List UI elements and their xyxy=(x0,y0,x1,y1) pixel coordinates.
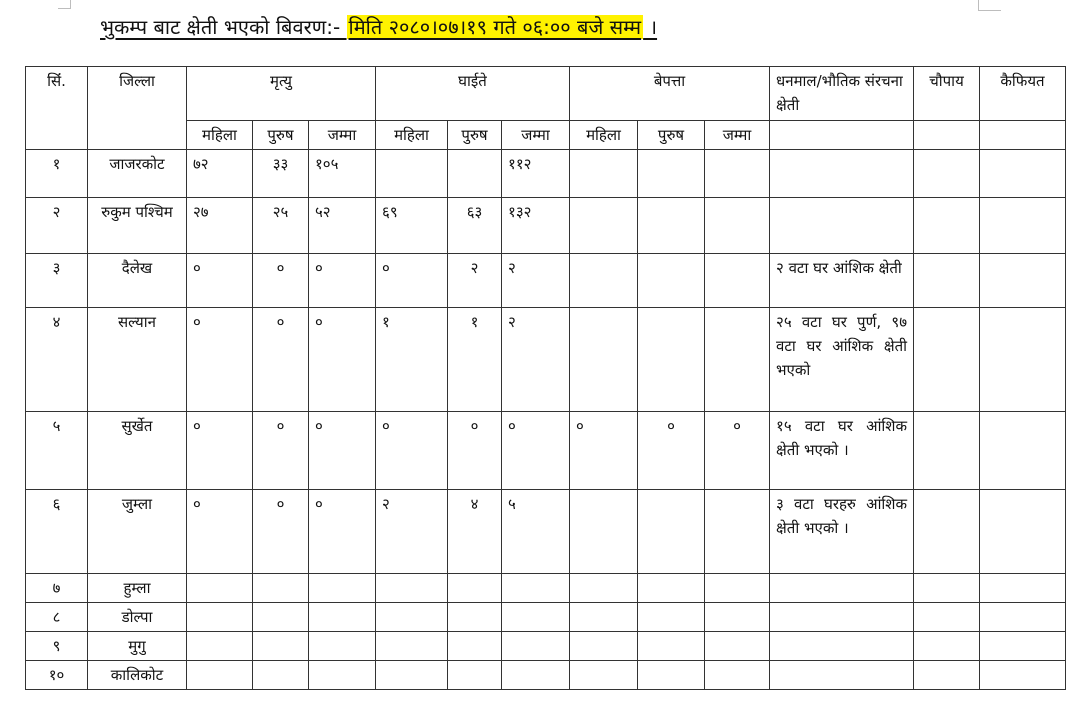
serial-cell: २ xyxy=(26,198,88,254)
missing-female-cell xyxy=(570,603,638,632)
injured-male-cell: १ xyxy=(448,308,502,412)
missing-male-cell xyxy=(638,150,705,198)
injured-male-cell xyxy=(448,661,502,690)
header-missing-female: महिला xyxy=(570,121,638,150)
missing-total-cell xyxy=(705,574,770,603)
serial-cell: १० xyxy=(26,661,88,690)
injured-female-cell xyxy=(376,632,448,661)
remarks-cell xyxy=(980,150,1066,198)
serial-cell: १ xyxy=(26,150,88,198)
injured-total-cell xyxy=(502,574,570,603)
missing-male-cell: ० xyxy=(638,412,705,490)
deaths-male-cell: ० xyxy=(253,490,309,574)
header-remarks: कैफियत xyxy=(980,67,1066,121)
injured-total-cell xyxy=(502,603,570,632)
deaths-male-cell: ० xyxy=(253,308,309,412)
deaths-female-cell: ७२ xyxy=(187,150,253,198)
table-row xyxy=(26,198,1066,254)
missing-female-cell xyxy=(570,661,638,690)
deaths-male-cell: २५ xyxy=(253,198,309,254)
damage-cell: २५ वटा घर पुर्ण, ९७ वटा घर आंशिक क्षेती भएको xyxy=(770,308,914,412)
damage-cell xyxy=(770,603,914,632)
deaths-male-cell xyxy=(253,661,309,690)
injured-total-cell: ५ xyxy=(502,490,570,574)
header-deaths-female: महिला xyxy=(187,121,253,150)
livestock-cell xyxy=(914,254,980,308)
deaths-female-cell: ० xyxy=(187,490,253,574)
district-cell: डोल्पा xyxy=(88,603,187,632)
livestock-cell xyxy=(914,603,980,632)
injured-total-cell: २ xyxy=(502,254,570,308)
missing-male-cell xyxy=(638,661,705,690)
header-injured-male: पुरुष xyxy=(448,121,502,150)
deaths-total-cell: ० xyxy=(309,490,376,574)
damage-cell: २ वटा घर आंशिक क्षेती xyxy=(770,254,914,308)
deaths-total-cell xyxy=(309,661,376,690)
remarks-cell xyxy=(980,574,1066,603)
injured-male-cell xyxy=(448,150,502,198)
header-damage: धनमाल/भौतिक संरचना क्षेती xyxy=(770,67,914,121)
injured-male-cell xyxy=(448,632,502,661)
district-cell: रुकुम पश्चिम xyxy=(88,198,187,254)
deaths-total-cell: ० xyxy=(309,254,376,308)
missing-total-cell: ० xyxy=(705,412,770,490)
header-livestock: चौपाय xyxy=(914,67,980,121)
deaths-male-cell xyxy=(253,574,309,603)
missing-male-cell xyxy=(638,254,705,308)
missing-total-cell xyxy=(705,632,770,661)
remarks-cell xyxy=(980,490,1066,574)
missing-total-cell xyxy=(705,661,770,690)
damage-cell: ३ वटा घरहरु आंशिक क्षेती भएको । xyxy=(770,490,914,574)
table-row xyxy=(26,412,1066,490)
injured-total-cell xyxy=(502,632,570,661)
injured-male-cell xyxy=(448,574,502,603)
missing-male-cell xyxy=(638,632,705,661)
table-row xyxy=(26,254,1066,308)
header-injured: घाईते xyxy=(376,67,570,121)
serial-cell: ९ xyxy=(26,632,88,661)
missing-total-cell xyxy=(705,150,770,198)
deaths-male-cell xyxy=(253,632,309,661)
title-date-highlight: मिति २०८०।०७।१९ गते ०६:०० बजे सम्म xyxy=(348,15,642,39)
deaths-female-cell xyxy=(187,603,253,632)
deaths-female-cell: ० xyxy=(187,254,253,308)
injured-male-cell xyxy=(448,603,502,632)
serial-cell: ६ xyxy=(26,490,88,574)
missing-female-cell xyxy=(570,632,638,661)
livestock-cell xyxy=(914,574,980,603)
serial-cell: ३ xyxy=(26,254,88,308)
damage-table xyxy=(25,66,1066,690)
damage-cell xyxy=(770,574,914,603)
injured-female-cell xyxy=(376,661,448,690)
livestock-cell xyxy=(914,632,980,661)
injured-female-cell: ० xyxy=(376,412,448,490)
table-row xyxy=(26,632,1066,661)
serial-cell: ५ xyxy=(26,412,88,490)
livestock-cell xyxy=(914,308,980,412)
crop-mark-left xyxy=(58,0,71,9)
header-deaths: मृत्यु xyxy=(187,67,376,121)
missing-male-cell xyxy=(638,198,705,254)
injured-male-cell: ० xyxy=(448,412,502,490)
damage-cell xyxy=(770,198,914,254)
missing-total-cell xyxy=(705,308,770,412)
missing-total-cell xyxy=(705,198,770,254)
header-remarks-sub xyxy=(980,121,1066,150)
damage-cell xyxy=(770,661,914,690)
deaths-total-cell: १०५ xyxy=(309,150,376,198)
damage-cell xyxy=(770,632,914,661)
remarks-cell xyxy=(980,198,1066,254)
serial-cell: ८ xyxy=(26,603,88,632)
deaths-total-cell xyxy=(309,603,376,632)
header-deaths-total: जम्मा xyxy=(309,121,376,150)
table-row xyxy=(26,490,1066,574)
district-cell: दैलेख xyxy=(88,254,187,308)
missing-total-cell xyxy=(705,254,770,308)
serial-cell: ४ xyxy=(26,308,88,412)
header-district: जिल्ला xyxy=(88,67,187,150)
title-main: भुकम्प बाट क्षेती भएको बिवरण:- xyxy=(100,15,347,39)
crop-mark-right xyxy=(978,0,1001,11)
deaths-total-cell: ० xyxy=(309,308,376,412)
missing-male-cell xyxy=(638,603,705,632)
header-damage-sub xyxy=(770,121,914,150)
remarks-cell xyxy=(980,661,1066,690)
injured-total-cell: २ xyxy=(502,308,570,412)
missing-total-cell xyxy=(705,603,770,632)
missing-female-cell xyxy=(570,574,638,603)
injured-male-cell: ६३ xyxy=(448,198,502,254)
remarks-cell xyxy=(980,412,1066,490)
deaths-male-cell: ३३ xyxy=(253,150,309,198)
district-cell: जुम्ला xyxy=(88,490,187,574)
deaths-total-cell xyxy=(309,574,376,603)
injured-female-cell: २ xyxy=(376,490,448,574)
district-cell: जाजरकोट xyxy=(88,150,187,198)
livestock-cell xyxy=(914,661,980,690)
missing-female-cell xyxy=(570,150,638,198)
injured-total-cell: ११२ xyxy=(502,150,570,198)
remarks-cell xyxy=(980,254,1066,308)
livestock-cell xyxy=(914,198,980,254)
header-livestock-sub xyxy=(914,121,980,150)
injured-total-cell: ० xyxy=(502,412,570,490)
missing-female-cell: ० xyxy=(570,412,638,490)
table-row xyxy=(26,661,1066,690)
header-missing-male: पुरुष xyxy=(638,121,705,150)
injured-male-cell: २ xyxy=(448,254,502,308)
remarks-cell xyxy=(980,632,1066,661)
header-missing: बेपत्ता xyxy=(570,67,770,121)
missing-female-cell xyxy=(570,198,638,254)
missing-male-cell xyxy=(638,490,705,574)
serial-cell: ७ xyxy=(26,574,88,603)
injured-female-cell: १ xyxy=(376,308,448,412)
injured-female-cell: ० xyxy=(376,254,448,308)
header-injured-total: जम्मा xyxy=(502,121,570,150)
title-end: । xyxy=(643,15,658,39)
header-row-1 xyxy=(26,67,1066,121)
remarks-cell xyxy=(980,308,1066,412)
deaths-total-cell: ० xyxy=(309,412,376,490)
missing-female-cell xyxy=(570,308,638,412)
table-row xyxy=(26,574,1066,603)
missing-female-cell xyxy=(570,490,638,574)
deaths-total-cell: ५२ xyxy=(309,198,376,254)
table-row xyxy=(26,150,1066,198)
missing-total-cell xyxy=(705,490,770,574)
damage-cell xyxy=(770,150,914,198)
missing-female-cell xyxy=(570,254,638,308)
missing-male-cell xyxy=(638,308,705,412)
injured-total-cell: १३२ xyxy=(502,198,570,254)
injured-female-cell: ६९ xyxy=(376,198,448,254)
district-cell: कालिकोट xyxy=(88,661,187,690)
deaths-male-cell xyxy=(253,603,309,632)
deaths-total-cell xyxy=(309,632,376,661)
district-cell: मुगु xyxy=(88,632,187,661)
livestock-cell xyxy=(914,490,980,574)
damage-cell: १५ वटा घर आंशिक क्षेती भएको । xyxy=(770,412,914,490)
district-cell: हुम्ला xyxy=(88,574,187,603)
deaths-female-cell xyxy=(187,574,253,603)
header-deaths-male: पुरुष xyxy=(253,121,309,150)
header-missing-total: जम्मा xyxy=(705,121,770,150)
deaths-male-cell: ० xyxy=(253,254,309,308)
missing-male-cell xyxy=(638,574,705,603)
document-title xyxy=(100,12,657,42)
injured-male-cell: ४ xyxy=(448,490,502,574)
remarks-cell xyxy=(980,603,1066,632)
district-cell: सुर्खेत xyxy=(88,412,187,490)
deaths-female-cell: ० xyxy=(187,412,253,490)
livestock-cell xyxy=(914,412,980,490)
injured-female-cell xyxy=(376,574,448,603)
deaths-male-cell: ० xyxy=(253,412,309,490)
deaths-female-cell xyxy=(187,632,253,661)
header-sn: सिंं. xyxy=(26,67,88,150)
district-cell: सल्यान xyxy=(88,308,187,412)
table-row xyxy=(26,603,1066,632)
injured-total-cell xyxy=(502,661,570,690)
injured-female-cell xyxy=(376,150,448,198)
injured-female-cell xyxy=(376,603,448,632)
livestock-cell xyxy=(914,150,980,198)
deaths-female-cell: २७ xyxy=(187,198,253,254)
table-row xyxy=(26,308,1066,412)
deaths-female-cell xyxy=(187,661,253,690)
deaths-female-cell: ० xyxy=(187,308,253,412)
header-injured-female: महिला xyxy=(376,121,448,150)
